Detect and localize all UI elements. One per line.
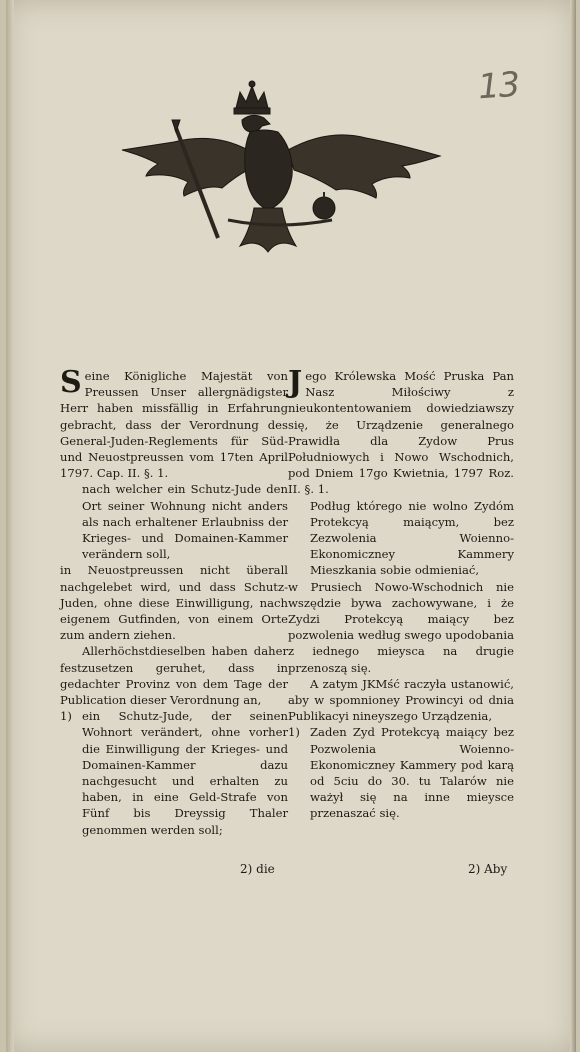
folio-number: 13 bbox=[476, 64, 521, 108]
german-dropcap: S bbox=[60, 365, 82, 400]
polish-item-1-number: 1) bbox=[288, 725, 300, 740]
polish-column bbox=[288, 365, 514, 822]
german-item-1-number: 1) bbox=[60, 709, 72, 724]
page-edge-left bbox=[6, 0, 14, 1052]
polish-continuation: w Prusiech Nowo-Wschodnich nie wszędzie bywa zachowywane, i że Zydzi Protekcyą maiący bez pozwolenia według swego upodobania z iednego mieysca na drugie przenoszą się. bbox=[288, 579, 514, 675]
polish-intro: Jego Królewska Mość Pruska Pan Nasz Miłościwy z nieukontentowaniem dowiedziawszy się, że Urządzenie generalnego Prawidła dla Zydow Prus Południowych i Nowo Wschodnich, pod Dniem 17go Kwietnia, 1797 Roz. II. §. 1. bbox=[288, 365, 514, 497]
polish-item-1: 1) Zaden Zyd Protekcyą maiący bez Pozwolenia Woienno-Ekonomiczney Kammery pod karą od 5ciu do 30. tu Talarów nie ważył się na inne mieysce przenaszać się. bbox=[288, 725, 514, 821]
german-continuation: in Neuostpreussen nicht überall nachgelebet wird, und dass Schutz-Juden, ohne diese Einwilligung, nach eigenem Gutfinden, von einem Orte zum andern ziehen. bbox=[60, 563, 288, 643]
german-paragraph-2: Allerhöchstdieselben haben daher festzusetzen geruhet, dass in gedachter Provinz von dem Tage der Publication dieser Verordnung an, bbox=[60, 644, 288, 708]
german-quote: nach welcher ein Schutz-Jude den Ort seiner Wohnung nicht anders als nach erhaltener Erlaubniss der Krieges- und Domainen-Kammer verändern soll, bbox=[82, 482, 288, 562]
polish-quote: Podług którego nie wolno Zydóm Protekcyą maiącym, bez Zezwolenia Woienno-Ekonomiczney Kammery Mieszkania sobie odmieniać, bbox=[310, 498, 514, 578]
document-page bbox=[6, 0, 576, 1052]
page-edge-right bbox=[570, 0, 576, 1052]
german-catchword: 2) die bbox=[240, 862, 275, 876]
polish-dropcap: J bbox=[288, 365, 303, 400]
polish-catchword: 2) Aby bbox=[468, 862, 508, 876]
polish-paragraph-2: A zatym JKMść raczyła ustanowić, aby w spomnioney Prowincyi od dnia Publikacyi nineyszego Urządzenia, bbox=[288, 676, 514, 724]
german-intro: Seine Königliche Majestät von Preussen Unser allergnädigster Herr haben missfällig in Erfahrung gebracht, dass der Verordnung des General-Juden-Reglements für Süd- und Neuostpreussen vom 17ten April 1797. Cap. II. §. 1. bbox=[60, 365, 288, 481]
crowned-eagle-emblem bbox=[118, 80, 442, 255]
german-column bbox=[60, 365, 288, 838]
german-item-1: 1) ein Schutz-Jude, der seinen Wohnort verändert, ohne vorher die Einwilligung der Krieges- und Domainen-Kammer dazu nachgesucht und erhalten zu haben, in eine Geld-Strafe von Fünf bis Dreyssig Thaler genommen werden soll; bbox=[60, 709, 288, 837]
